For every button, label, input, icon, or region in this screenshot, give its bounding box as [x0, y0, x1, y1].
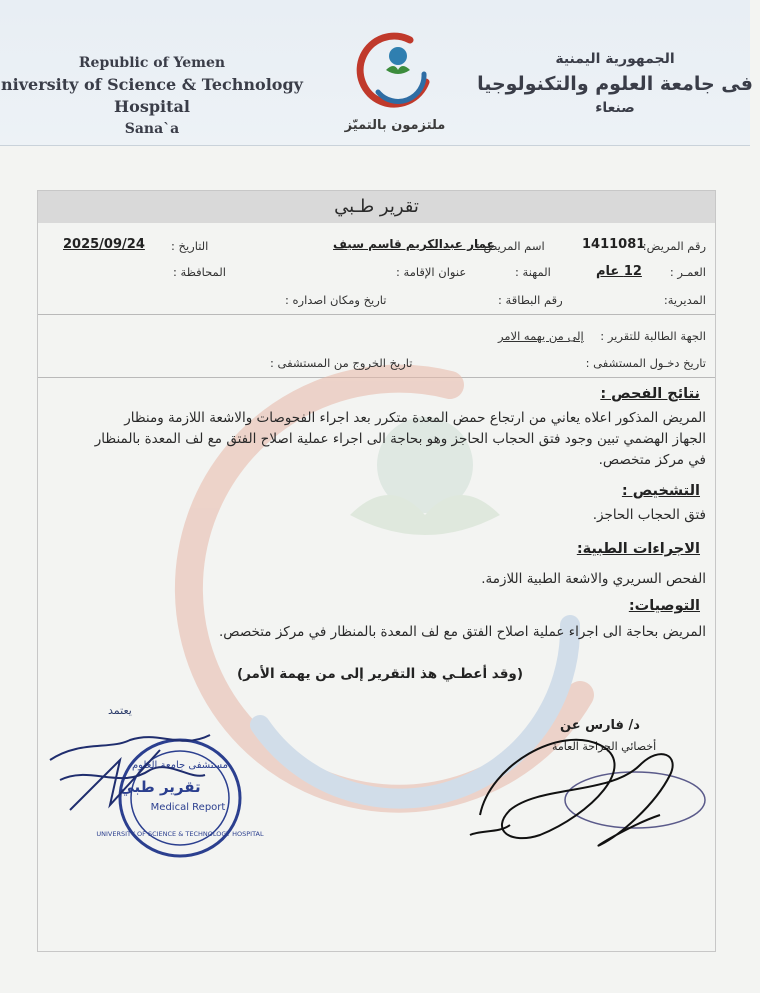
directorate-label: المديرية:: [663, 293, 706, 307]
findings-heading: نتائج الفحص :: [600, 386, 700, 402]
governorate-label: المحافظة :: [173, 265, 226, 279]
stamp-middle-ar: تقرير طبي: [119, 778, 201, 796]
approved-label: يعتمد: [108, 704, 132, 717]
letterhead-english: [0, 52, 312, 140]
age-value: 12 عام: [596, 264, 642, 279]
doctor-name: د/ فارس عن: [560, 718, 640, 733]
country-ar: الجمهورية اليمنية: [555, 51, 675, 67]
recommendations-heading: التوصيات:: [628, 598, 700, 614]
country-en: Republic of Yemen: [78, 55, 226, 71]
stamp-bottom-en: UNIVERSITY OF SCIENCE & TECHNOLOGY HOSPITAL: [96, 830, 264, 838]
slogan: ملتزمون بالتميّز: [344, 118, 446, 133]
findings-line: المريض المذكور اعلاه يعاني من ارتجاع حمض المعدة متكرر بعد اجراء الفحوصات والاشعة اللازمة ومنظار: [124, 410, 706, 426]
requesting-party-value: إلى من يهمه الامر: [498, 329, 584, 343]
requesting-party-label: الجهة الطالبة للتقرير :: [600, 329, 706, 343]
letterhead: [0, 0, 753, 146]
divider: [38, 314, 715, 315]
patient-name-label: اسم المريض :: [476, 239, 545, 253]
hospital-name-ar: فى جامعة العلوم والتكنولوجيا: [477, 73, 753, 95]
date-value: 2025/09/24: [63, 237, 145, 252]
record-no-value: 1411081: [582, 237, 646, 252]
procedures-heading: الاجراءات الطبية:: [576, 541, 700, 557]
diagnosis-text: فتق الحجاب الحاجز.: [592, 507, 706, 523]
city-en: Sana`a: [124, 121, 180, 137]
doctor-title: أخصائي الجراحة العامة: [552, 740, 657, 753]
card-no-label: رقم البطاقة :: [498, 293, 563, 307]
findings-text: [34, 408, 706, 471]
city-ar: صنعاء: [595, 100, 635, 116]
date-label: التاريخ :: [171, 239, 209, 253]
record-no-label: رقم المريض:: [642, 239, 706, 253]
approver-signature: [40, 720, 220, 830]
recommendations-text: المريض بحاجة الى اجراء عملية اصلاح الفتق مع لف المعدة بالمنظار في مركز متخصص.: [218, 624, 706, 640]
hospital-logo-icon: [348, 30, 443, 110]
patient-name-value: عمار عبدالكريم قاسم سيف: [333, 237, 495, 251]
findings-line: الجهاز الهضمي تبين وجود فتق الحجاب الحاجز وهو بحاجة الى اجراء عملية اصلاح الفتق مع لف المعدة بالمنظار: [94, 431, 706, 447]
hospital-name-en: niversity of Science & Technology Hospital: [1, 75, 303, 116]
issue-label: تاريخ ومكان اصداره :: [285, 293, 387, 307]
age-label: العمـر :: [669, 265, 706, 279]
report-title: تقرير طـبي: [38, 191, 715, 223]
stamp-top-text: مستشفى جامعة العلوم: [131, 760, 229, 771]
stamp-middle-en: Medical Report: [150, 802, 226, 813]
procedures-text: الفحص السريري والاشعة الطبية اللازمة.: [481, 571, 706, 587]
address-label: عنوان الإقامة :: [396, 265, 467, 279]
doctor-signature: [450, 705, 710, 855]
admission-date-label: تاريخ دخـول المستشفى :: [585, 356, 706, 370]
closing-statement: (وقد أعطـي هذ التقرير إلى من يهمة الأمر): [236, 666, 523, 682]
discharge-date-label: تاريخ الخروج من المستشفى :: [270, 356, 413, 370]
letterhead-arabic: [470, 48, 760, 118]
occupation-label: المهنة :: [515, 265, 551, 279]
diagnosis-heading: التشخيص :: [621, 483, 700, 499]
findings-line: في مركز متخصص.: [598, 452, 706, 468]
